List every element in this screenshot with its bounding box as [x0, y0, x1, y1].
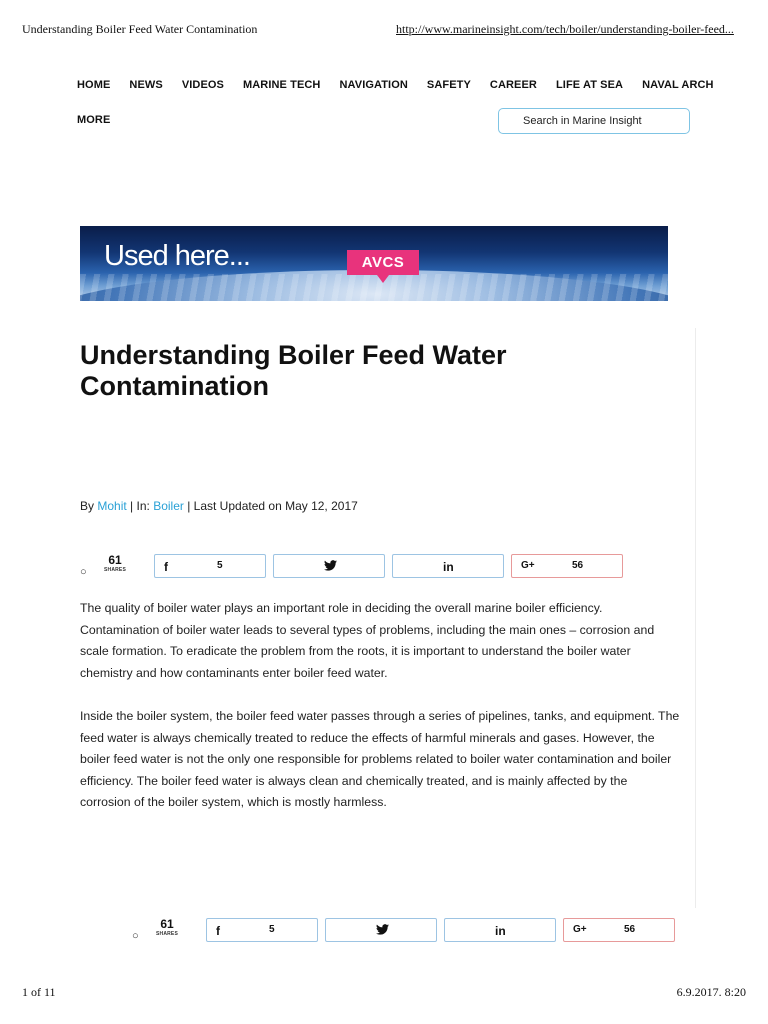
googleplus-share-button[interactable] — [511, 554, 623, 578]
meta-updated: | Last Updated on May 12, 2017 — [187, 499, 358, 513]
article-meta — [80, 499, 358, 513]
nav-item-naval-arch[interactable]: NAVAL ARCH — [642, 79, 714, 91]
nav-row — [77, 79, 714, 91]
meta-in: | In: — [130, 499, 150, 513]
page-url-link[interactable]: http://www.marineinsight.com/tech/boiler/understanding-boiler-feed... — [396, 22, 734, 36]
twitter-bird-icon — [376, 924, 389, 935]
twitter-share-button[interactable] — [273, 554, 385, 578]
linkedin-icon: in — [495, 924, 506, 938]
ad-banner[interactable] — [80, 226, 668, 301]
twitter-share-button[interactable] — [325, 918, 437, 942]
nav-item-videos[interactable]: VIDEOS — [181, 79, 224, 91]
googleplus-icon: G+ — [573, 924, 587, 935]
share-circle-icon: ○ — [80, 566, 87, 578]
share-total: 61 — [160, 917, 174, 931]
linkedin-share-button[interactable] — [392, 554, 504, 578]
banner-clouds — [80, 274, 668, 301]
nav-item-navigation[interactable]: NAVIGATION — [339, 79, 408, 91]
banner-badge-pointer — [377, 275, 389, 283]
linkedin-icon: in — [443, 560, 454, 574]
sidebar-divider — [695, 328, 696, 908]
meta-by: By — [80, 499, 95, 513]
print-page-title: Understanding Boiler Feed Water Contamination — [22, 22, 258, 36]
article-paragraph: The quality of boiler water plays an important role in deciding the overall marine boiler efficiency. Contamination of boiler water leads to several types of problems, including the main ones – corrosion and scale formation. To eradicate the problem from the roots, it is important to understand the boiler water chemistry and how contaminants enter boiler feed water. — [80, 601, 655, 680]
facebook-share-count: 5 — [269, 924, 275, 935]
nav-item-safety[interactable]: SAFETY — [426, 79, 471, 91]
facebook-icon: f — [216, 924, 220, 938]
banner-headline: Used here... — [104, 240, 250, 272]
print-page-url[interactable] — [396, 22, 734, 37]
twitter-icon — [376, 924, 389, 938]
facebook-share-button[interactable] — [206, 918, 318, 942]
twitter-bird-icon — [324, 560, 337, 571]
print-date: 6.9.2017. 8:20 — [676, 985, 746, 999]
share-total: 61 — [108, 553, 122, 567]
nav-item-news[interactable]: NEWS — [129, 79, 163, 91]
nav-item-more[interactable]: MORE — [77, 114, 111, 126]
googleplus-share-count: 56 — [572, 560, 584, 571]
googleplus-icon: G+ — [521, 560, 535, 571]
share-bar-bottom — [132, 918, 692, 942]
nav-item-career[interactable]: CAREER — [489, 79, 537, 91]
author-link[interactable]: Mohit — [97, 499, 127, 513]
share-count — [152, 918, 182, 937]
googleplus-share-button[interactable] — [563, 918, 675, 942]
article-title: Understanding Boiler Feed Water Contamination — [80, 340, 507, 401]
share-count — [100, 554, 130, 573]
share-total-label: SHARES — [155, 931, 179, 937]
nav-item-marine-tech[interactable]: MARINE TECH — [242, 79, 321, 91]
share-total-label: SHARES — [103, 567, 127, 573]
linkedin-share-button[interactable] — [444, 918, 556, 942]
nav-item-life-at-sea[interactable]: LIFE AT SEA — [555, 79, 624, 91]
search-input[interactable] — [498, 108, 690, 134]
facebook-share-count: 5 — [217, 560, 223, 571]
nav-item-home[interactable]: HOME — [77, 79, 111, 91]
facebook-icon: f — [164, 560, 168, 574]
category-link[interactable]: Boiler — [153, 499, 184, 513]
page-number: 1 of 11 — [22, 985, 56, 999]
googleplus-share-count: 56 — [624, 924, 636, 935]
share-circle-icon: ○ — [132, 930, 139, 942]
search-placeholder: Search in Marine Insight — [523, 115, 642, 127]
banner-badge: AVCS — [347, 250, 419, 275]
share-bar-top — [80, 554, 640, 578]
facebook-share-button[interactable] — [154, 554, 266, 578]
twitter-icon — [324, 560, 337, 574]
article-paragraph: Inside the boiler system, the boiler feed water passes through a series of pipelines, tanks, and equipment. The feed water is always chemically treated to reduce the effects of harmful minerals and gases. However, the boiler feed water is not the only one responsible for problems related to boiler water contamination and boiler efficiency. The boiler feed water is always clean and chemically treated, and is mainly affected by the corrosion of the boiler system, which is mostly harmless. — [80, 709, 680, 809]
